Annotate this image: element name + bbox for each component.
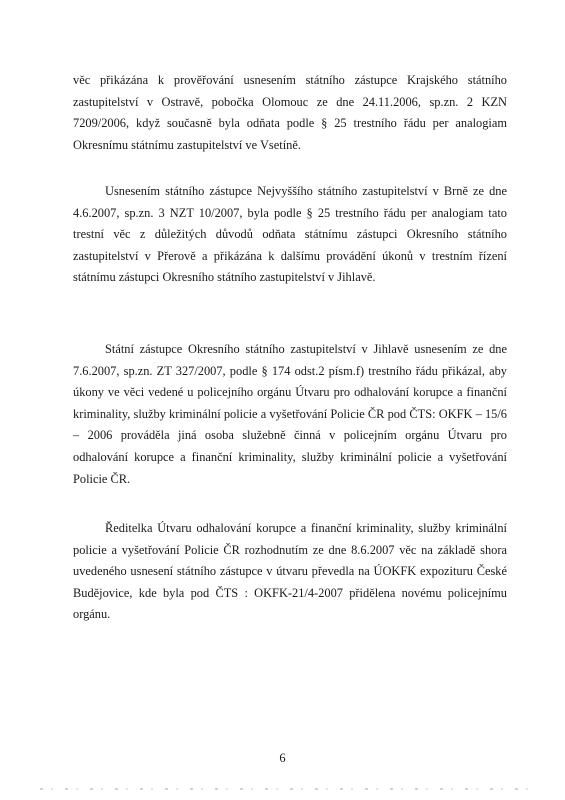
- paragraph-4: Ředitelka Útvaru odhalování korupce a finanční kriminality, služby kriminální policie a vyšetřování Policie ČR rozhodnutím ze dne 8.6.2007 věc na základě shora uvedeného usnesení státního zástupce v útvaru převedla na ÚOKFK expozituru České Budějovice, kde byla pod ČTS : OKFK-21/4-2007 přidělena novému policejnímu orgánu.: [73, 521, 507, 622]
- scan-artifact-line: [40, 788, 530, 790]
- paragraph-3: Státní zástupce Okresního státního zastupitelství v Jihlavě usnesením ze dne 7.6.2007, sp.zn. ZT 327/2007, podle § 174 odst.2 písm.f) trestního řádu přikázal, aby úkony ve věci vedené u policejního orgánu Útvaru pro odhalování korupce a finanční kriminality, služby kriminální policie a vyšetřování Policie ČR pod ČTS: OKFK – 15/6 – 2006 prováděla jiná osoba služebně činná v policejním orgánu Útvaru pro odhalování korupce a finanční kriminality, služby kriminální policie a vyšetřování Policie ČR.: [73, 342, 507, 486]
- paragraph-2: Usnesením státního zástupce Nejvyššího státního zastupitelství v Brně ze dne 4.6.2007, sp.zn. 3 NZT 10/2007, byla podle § 25 trestního řádu per analogiam tato trestní věc z důležitých důvodů odňata státnímu zástupci Okresního státního zastupitelství v Přerově a přikázána k dalšímu provádění úkonů v trestním řízení státnímu zástupci Okresního státního zastupitelství v Jihlavě.: [73, 184, 507, 285]
- paragraph-1: věc přikázána k prověřování usnesením státního zástupce Krajského státního zastupitelství v Ostravě, pobočka Olomouc ze dne 24.11.2006, sp.zn. 2 KZN 7209/2006, když současně byla odňata podle § 25 trestního řádu per analogiam Okresnímu státnímu zastupitelství ve Vsetíně.: [73, 73, 507, 152]
- page-number: 6: [279, 751, 286, 765]
